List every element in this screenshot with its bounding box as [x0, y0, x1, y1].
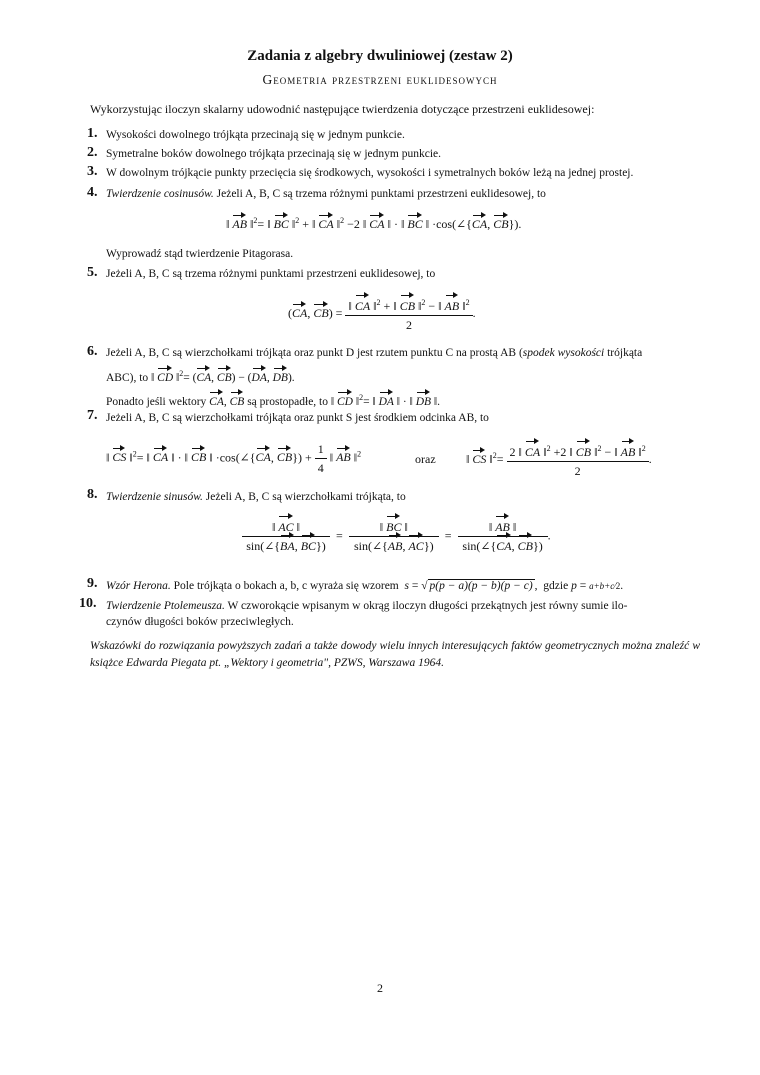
item-body-8: Jeżeli A, B, C są wierzchołkami trójkąta, to — [202, 491, 406, 503]
item-after-6a: Ponadto jeśli wektory — [106, 395, 207, 408]
item-lead-8: Twierdzenie sinusów. — [106, 491, 203, 503]
item-body-10: W czworokącie wpisanym w okrąg iloczyn długości przekątnych jest równy sumie ilo- — [224, 600, 628, 612]
item-after-6: Ponadto jeśli wektory CA, CB są prostopadłe, to ‖ CD ‖$^2$= ‖ DA ‖ · ‖ DB ‖. — [106, 389, 696, 411]
item-lead-4: Twierdzenie cosinusów. — [106, 188, 214, 200]
item-text-4 — [106, 186, 696, 203]
item-body-6b: trójkąta — [604, 347, 643, 359]
document-subtitle: Geometria przestrzeni euklidesowych — [262, 72, 498, 87]
item-italic-6: spodek wysokości — [522, 347, 605, 359]
item-line2-10: czynów długości boków przeciwległych. — [106, 616, 294, 628]
oraz-word: oraz — [415, 452, 436, 466]
item-text-2: Symetralne boków dowolnego trójkąta przecinają się w jednym punkcie. — [106, 148, 441, 160]
item-body-6a: Jeżeli A, B, C są wierzchołkami trójkąta oraz punkt D jest rzutem punktu C na prostą AB ( — [106, 347, 523, 359]
item-text-9: Wzór Herona. Pole trójkąta o bokach a, b, c wyraża się wzorem s = √ p(p − a)(p − b)(p − c) , gdzie p = a+b+c⁄2. — [106, 580, 624, 592]
item-after-4: Wyprowadź stąd twierdzenie Pitagorasa. — [106, 248, 294, 260]
median-formula-2: ‖ CS ‖$^2$= $\frac{2 ‖ CA ‖^2 +2 ‖ CB ‖^2 - ‖ AB ‖^2}{2}$ . — [466, 440, 652, 480]
page-number: 2 — [377, 981, 383, 995]
median-formula-1: ‖ CS ‖$^2$= ‖ CA ‖ · ‖ CB ‖ ·cos(∠{CA, CB}) + $\frac{1}{4}$ ‖ AB ‖$^2$ — [106, 442, 362, 475]
item-text-7: Jeżeli A, B, C są wierzchołkami trójkąta oraz punkt S jest środkiem odcinka AB, to — [106, 412, 489, 424]
item-number-4: 4. — [87, 185, 98, 200]
item-text-3: W dowolnym trójkącie punkty przecięcia się środkowych, wysokości i symetralnych boków leżą na jednej prostej. — [106, 167, 634, 179]
item-text-8 — [106, 489, 696, 506]
item-number-2: 2. — [87, 145, 98, 160]
item-text-10 — [106, 598, 706, 615]
intro-text: Wykorzystując iloczyn skalarny udowodnić następujące twierdzenia dotyczące przestrzeni euklidesowej: — [90, 102, 595, 116]
item-line2-text-6: ABC), to — [106, 371, 149, 384]
item-text-5: Jeżeli A, B, C są trzema różnymi punktami przestrzeni euklidesowej, to — [106, 268, 436, 280]
item-text-1: Wysokości dowolnego trójkąta przecinają się w jednym punkcie. — [106, 129, 405, 141]
item-line2-6: ABC), to ‖ CD ‖$^2$= (CA, CB) − (DA, DB). — [106, 365, 696, 387]
sine-law-formula: $\frac{‖ AC ‖}{\sin(\angle\{BA, BC\})}$ = $\frac{‖ BC ‖}{\sin(\angle\{AB, AC\})}$ = $\frac{‖ AB ‖}{\sin(\angle\{CA, CB\})}$ . — [242, 518, 551, 555]
item-lead-9: Wzór Herona. — [106, 580, 171, 592]
item-body-9: Pole trójkąta o bokach a, b, c wyraża się wzorem — [170, 580, 399, 592]
item-number-1: 1. — [87, 126, 98, 141]
item-number-3: 3. — [87, 164, 98, 179]
item-text-6 — [106, 345, 706, 362]
cosine-law-formula: ‖ AB ‖$^2$= ‖ BC ‖$^2$ + ‖ CA ‖$^2$ −2 ‖ CA ‖ · ‖ BC ‖ ·cos(∠{CA, CB}). — [226, 216, 522, 231]
hint-paragraph: Wskazówki do rozwiązania powyższych zadań a także dowody wielu innych interesujących faktów geometrycznych można znaleźć w książce Edwarda Piegata pt. „Wektory i geometria", PZWS, Warszawa 1964. — [90, 640, 700, 669]
item-number-9: 9. — [87, 576, 98, 591]
item-number-6: 6. — [87, 344, 98, 359]
item-number-8: 8. — [87, 487, 98, 502]
item-number-5: 5. — [87, 265, 98, 280]
item-number-10: 10. — [79, 596, 97, 611]
item-number-7: 7. — [87, 408, 98, 423]
scalar-product-formula: (CA, CB) = $\frac{‖ CA ‖^2 + ‖ CB ‖^2 - ‖ AB ‖^2}{2}$ . — [288, 294, 476, 334]
document-title: Zadania z algebry dwuliniowej (zestaw 2) — [247, 48, 513, 64]
item-body-4: Jeżeli A, B, C są trzema różnymi punktami przestrzeni euklidesowej, to — [213, 188, 546, 200]
item-after-6b: są prostopadłe, to — [247, 395, 329, 408]
item-lead-10: Twierdzenie Ptolemeusza. — [106, 600, 225, 612]
gdzie-word: gdzie — [543, 580, 569, 592]
